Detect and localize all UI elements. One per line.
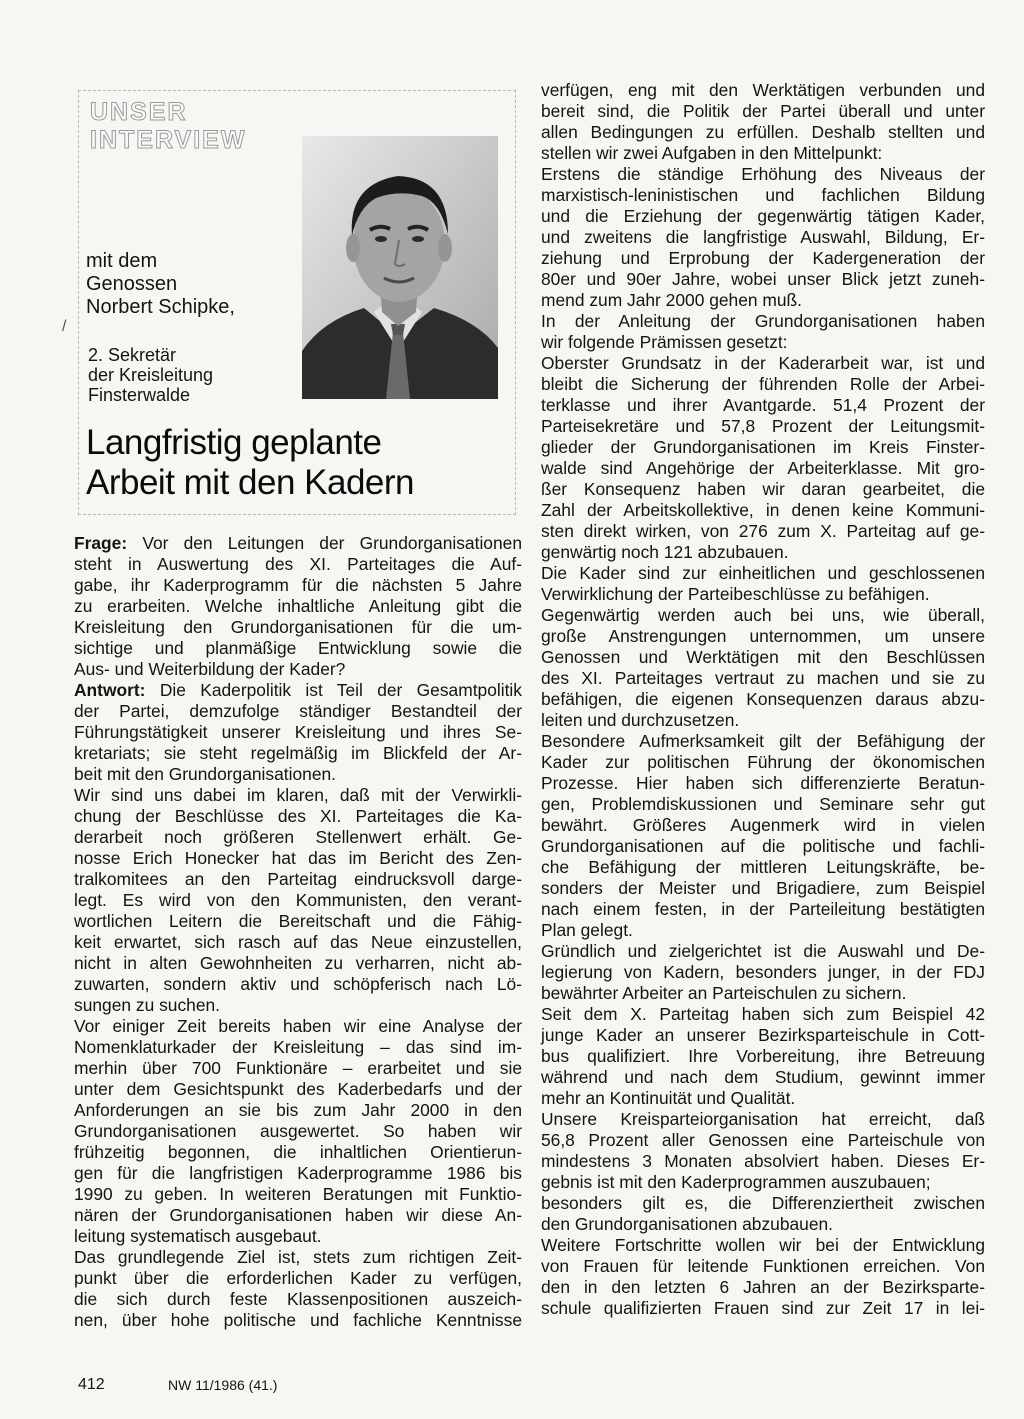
text-line: nen, über hohe politische und fachliche Kenntnisse [74, 1310, 522, 1330]
text-line: sonders der Meister und Brigadiere, zum Beispiel [541, 878, 985, 898]
text-line: Wir sind uns dabei im klaren, daß mit der Verwirkli- [74, 785, 522, 805]
text-line: gen, Problemdiskussionen und Seminare sehr gut [541, 794, 985, 814]
issue-reference: NW 11/1986 (41.) [168, 1377, 278, 1393]
text-line: Unsere Kreisparteiorganisation hat erreicht, daß [541, 1109, 985, 1129]
frage-label: Frage: [74, 533, 128, 553]
text-line: von Frauen für leitende Funktionen erreichen. Von [541, 1256, 985, 1276]
antwort-first-line: Die Kaderpolitik ist Teil der Gesamtpolitik [159, 680, 522, 700]
text-line: die sich durch feste Klassenpositionen auszeich- [74, 1289, 522, 1309]
text-line: Besondere Aufmerksamkeit gilt der Befähigung der [541, 731, 985, 751]
text-line: Nomenklaturkader der Kreisleitung – das sind im- [74, 1037, 522, 1057]
interview-role [88, 345, 298, 405]
text-line: den Grundorganisationen abzubauen. [541, 1214, 834, 1234]
text-line: walde sind Angehörige der Arbeiterklasse. Mit gro- [541, 458, 985, 478]
text-line: stellen wir zwei Aufgaben in den Mittelpunkt: [541, 143, 883, 163]
text-line: gabe, ihr Kaderprogramm für die nächsten 5 Jahre [74, 575, 522, 595]
subject-line: Genossen [86, 273, 178, 295]
text-line: tralkomitees an den Parteitag eindrucksvoll darge- [74, 869, 522, 889]
kicker-line: INTERVIEW [90, 126, 247, 154]
text-line: des XI. Parteitages vertraut zu machen und sie zu [541, 668, 985, 688]
text-line: legt. Es wird von den Kommunisten, den verant- [74, 890, 522, 910]
text-line: Vor einiger Zeit bereits haben wir eine Analyse der [74, 1016, 522, 1036]
text-line: beit mit den Grundorganisationen. [74, 764, 336, 784]
text-line: Gegenwärtig werden auch bei uns, wie überall, [541, 605, 985, 625]
kicker-line: UNSER [90, 98, 188, 126]
text-line: unter dem Gesichtspunkt des Kaderbedarfs und der [74, 1079, 522, 1099]
text-line: sungen zu suchen. [74, 995, 220, 1015]
text-line: Erstens die ständige Erhöhung des Niveaus der [541, 164, 985, 184]
text-line: schule qualifizierten Frauen sind zur Zeit 17 in lei- [541, 1298, 985, 1318]
text-line: junge Kader an unserer Bezirksparteischule in Cott- [541, 1025, 985, 1045]
text-line: Kader zur politischen Führung der ökonomischen [541, 752, 985, 772]
text-line: terklasse und ihrer Avantgarde. 51,4 Prozent der [541, 395, 985, 415]
text-line: In der Anleitung der Grundorganisationen haben [541, 311, 985, 331]
text-line: Seit dem X. Parteitag haben sich zum Beispiel 42 [541, 1004, 985, 1024]
text-line: gen für die langfristigen Kaderprogramme 1986 bis [74, 1163, 522, 1183]
text-line: Verwirklichung der Parteibeschlüsse zu befähigen. [541, 584, 930, 604]
text-line: Parteisekretäre und 57,8 Prozent der Leitungsmit- [541, 416, 985, 436]
right-text-column [541, 80, 985, 1319]
text-line: kretariats; sie steht regelmäßig im Blickfeld der Ar- [74, 743, 522, 763]
antwort-lines [74, 701, 522, 1331]
text-line: Grundorganisationen ausgewertet. So haben wir [74, 1121, 522, 1141]
antwort-label: Antwort: [74, 680, 146, 700]
role-line: der Kreisleitung [88, 365, 214, 385]
text-line: nach einem festen, in der Parteileitung bestätigten [541, 899, 985, 919]
text-line: 1990 zu geben. In weiteren Beratungen mit Funktio- [74, 1184, 522, 1204]
text-line: befähigen, die eigenen Konsequenzen daraus abzu- [541, 689, 985, 709]
portrait-photo [302, 136, 498, 399]
left-text-column [74, 533, 522, 1331]
role-line: Finsterwalde [88, 385, 191, 405]
headline-line: Arbeit mit den Kadern [86, 463, 415, 502]
role-line: 2. Sekretär [88, 345, 177, 365]
interview-kicker [90, 98, 246, 154]
text-line: Grundorganisationen auf die politische und fachli- [541, 836, 985, 856]
text-line: sichtige und planmäßige Entwicklung sowie die [74, 638, 522, 658]
text-line: der Partei, demzufolge ständiger Bestandteil der [74, 701, 522, 721]
text-line [74, 533, 522, 554]
text-line: nicht in alten Gewohnheiten zu verharren, nicht ab- [74, 953, 522, 973]
text-line: Führungstätigkeit unserer Kreisleitung und ihres Se- [74, 722, 522, 742]
text-line: wir folgende Prämissen gesetzt: [541, 332, 788, 352]
text-line: legierung von Kadern, besonders junger, in der FDJ [541, 962, 985, 982]
text-line: gebnis ist mit den Kaderprogrammen auszubauen; [541, 1172, 931, 1192]
text-line: Aus- und Weiterbildung der Kader? [74, 659, 346, 679]
text-line: derarbeit noch größeren Stellenwert erhält. Ge- [74, 827, 522, 847]
text-line: Die Kader sind zur einheitlichen und geschlossenen [541, 563, 985, 583]
frage-lines [74, 554, 522, 680]
text-line: 80er und 90er Jahre, wobei unser Blick jetzt zuneh- [541, 269, 985, 289]
text-line: wortlichen Leitern die Bereitschaft und die Fähig- [74, 911, 522, 931]
text-line: Genossen und Werktätigen mit den Beschlüssen [541, 647, 985, 667]
text-line: chung der Beschlüsse des XI. Parteitages die Ka- [74, 806, 522, 826]
text-line: zu erarbeiten. Welche inhaltliche Anleitung gibt die [74, 596, 522, 616]
subject-line: Norbert Schipke, [86, 296, 235, 318]
text-line: bewährter Arbeiter an Parteischulen zu sichern. [541, 983, 907, 1003]
margin-mark: / [62, 318, 67, 335]
text-line: leiten und durchzusetzen. [541, 710, 740, 730]
text-line: Plan gelegt. [541, 920, 633, 940]
text-line: besonders gilt es, die Differenziertheit zwischen [541, 1193, 985, 1213]
text-line: Weitere Fortschritte wollen wir bei der Entwicklung [541, 1235, 985, 1255]
text-line: mend zum Jahr 2000 gehen muß. [541, 290, 803, 310]
text-line: nosse Erich Honecker hat das im Bericht des Zen- [74, 848, 522, 868]
text-line: und zweitens die langfristige Auswahl, Bildung, Er- [541, 227, 985, 247]
text-line: bewährt. Größeres Augenmerk wird in vielen [541, 815, 985, 835]
frage-first-line: Vor den Leitungen der Grundorganisationen [142, 533, 522, 553]
text-line: Prozesse. Hier haben sich differenzierte Beratun- [541, 773, 985, 793]
text-line: große Anstrengungen unternommen, um unsere [541, 626, 985, 646]
text-line: nären der Grundorganisationen haben wir diese An- [74, 1205, 522, 1225]
text-line: leitung systematisch ausgebaut. [74, 1226, 322, 1246]
text-line: punkt über die erforderlichen Kader zu verfügen, [74, 1268, 522, 1288]
text-line: Gründlich und zielgerichtet ist die Auswahl und De- [541, 941, 985, 961]
text-line: zuwarten, sondern aktiv und schöpferisch nach Lö- [74, 974, 522, 994]
text-line: und die Erziehung der gegenwärtig tätigen Kader, [541, 206, 985, 226]
text-line: Zahl der Arbeitskollektive, in denen keine Kommuni- [541, 500, 985, 520]
text-line: bleibt die Sicherung der führenden Rolle der Arbei- [541, 374, 985, 394]
text-line: verfügen, eng mit den Werktätigen verbunden und [541, 80, 985, 100]
portrait-illustration [302, 136, 498, 399]
article-headline [86, 423, 511, 503]
text-line: bus qualifiziert. Ihre Vorbereitung, ihre Betreuung [541, 1046, 985, 1066]
text-line: bereit sind, die Politik der Partei überall und unter [541, 101, 985, 121]
text-line: merhin über 700 Funktionäre – erarbeitet und sie [74, 1058, 522, 1078]
text-line: che Befähigung der mittleren Leitungskräfte, be- [541, 857, 985, 877]
text-line: glieder der Grundorganisationen im Kreis Finster- [541, 437, 985, 457]
text-line: mindestens 3 Monaten absolviert haben. Dieses Er- [541, 1151, 985, 1171]
text-line: 56,8 Prozent aller Genossen eine Parteischule von [541, 1130, 985, 1150]
text-line: während und nach dem Studium, gewinnt immer [541, 1067, 985, 1087]
text-line: Oberster Grundsatz in der Kaderarbeit war, ist und [541, 353, 985, 373]
text-line: frühzeitig begonnen, die inhaltlichen Orientierun- [74, 1142, 522, 1162]
text-line: allen Bedingungen zu erfüllen. Deshalb stellten und [541, 122, 985, 142]
page-number: 412 [78, 1376, 105, 1393]
text-line: mehr an Kontinuität und Qualität. [541, 1088, 796, 1108]
text-line: sten direkt wirken, von 276 zum X. Parteitag auf ge- [541, 521, 985, 541]
interview-subject [86, 250, 296, 319]
subject-line: mit dem [86, 250, 158, 272]
text-line: Anforderungen an sie bis zum Jahr 2000 in den [74, 1100, 522, 1120]
text-line: Kreisleitung den Grundorganisationen für die um- [74, 617, 522, 637]
text-line: Das grundlegende Ziel ist, stets zum richtigen Zeit- [74, 1247, 522, 1267]
text-line: ßer Konsequenz haben wir daran gearbeitet, die [541, 479, 985, 499]
text-line: steht in Auswertung des XI. Parteitages die Auf- [74, 554, 522, 574]
headline-line: Langfristig geplante [86, 423, 382, 462]
text-line: genwärtig noch 121 abzubauen. [541, 542, 789, 562]
text-line: keit erwartet, sich rasch auf das Neue einzustellen, [74, 932, 522, 952]
text-line: ziehung und Erprobung der Kadergeneration der [541, 248, 985, 268]
text-line [74, 680, 522, 701]
text-line: den in den letzten 6 Jahren an der Bezirksparte- [541, 1277, 985, 1297]
text-line: marxistisch-leninistischen und fachlichen Bildung [541, 185, 985, 205]
